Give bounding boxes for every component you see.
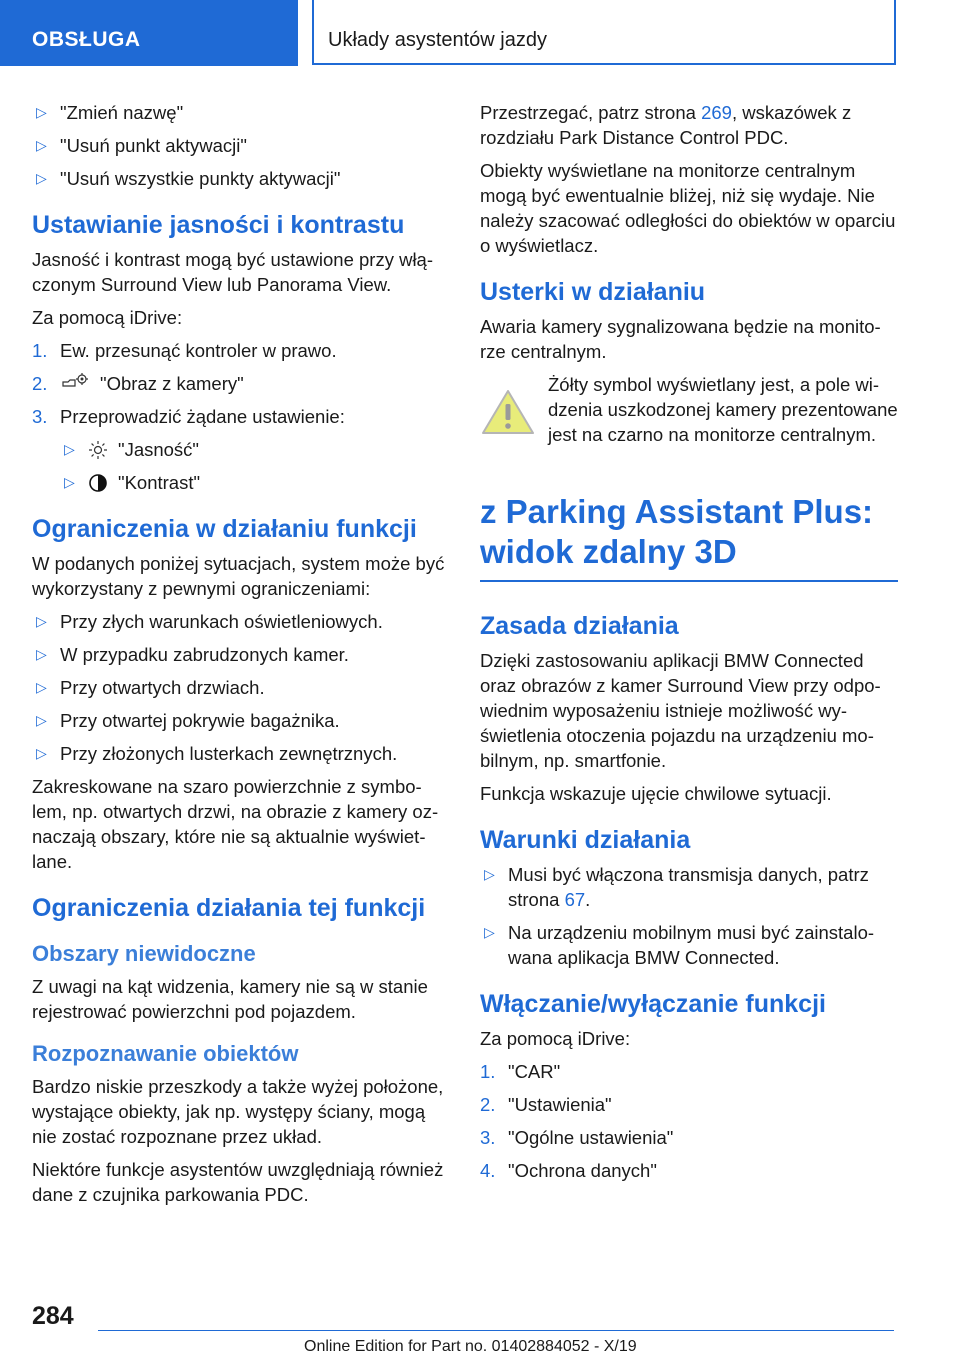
brightness-heading: Ustawianie jasności i kontrastu: [32, 211, 405, 239]
page-link[interactable]: 269: [701, 102, 732, 123]
contrast-icon: [88, 473, 108, 493]
page-header: [0, 0, 960, 66]
page-link[interactable]: 67: [564, 889, 586, 910]
camera-settings-icon: [60, 372, 90, 394]
toggle-intro: Za pomocą iDrive:: [480, 1028, 631, 1049]
pdc-reference: Przestrzegać, patrz strona 269, wskazówek z rozdziału Park Distance Control PDC.: [480, 102, 852, 148]
remote-view-heading: z Parking Assistant Plus: widok zdalny 3D: [480, 492, 898, 582]
list-item: 2. "Obraz z kamery": [32, 373, 244, 394]
object-detection-text: Bardzo niskie przeszkody a także wyżej położone, wystające obiekty, jak np. występy ściany, mogą nie zostać rozpoznane przez układ.: [32, 1076, 444, 1147]
pdc-note: Niektóre funkcje asystentów uwzględniają również dane z czujnika parkowania PDC.: [32, 1159, 444, 1205]
section-tab: OBSŁUGA: [0, 0, 298, 66]
list-item: ▷ W przypadku zabrudzonych kamer.: [36, 644, 349, 665]
function-limits-heading: Ograniczenia działania tej funkcji: [32, 894, 426, 922]
limits-list: [32, 609, 450, 766]
principle-heading: Zasada działania: [480, 612, 679, 640]
conditions-list: [480, 862, 898, 970]
triangle-bullet-icon: ▷: [36, 679, 47, 695]
triangle-bullet-icon: ▷: [36, 745, 47, 761]
principle-text: Dzięki zastosowaniu aplikacji BMW Connected oraz obrazów z kamer Surround View przy odpowiednim wyposażeniu istnieje możliwość wyświetlenia otoczenia pojazdu na urządzeniu mobilnym, np. smartfonie.: [480, 650, 881, 771]
triangle-bullet-icon: ▷: [484, 866, 495, 882]
list-item: 1. "CAR": [480, 1061, 561, 1082]
right-column: [480, 100, 898, 1191]
triangle-bullet-icon: ▷: [36, 170, 47, 186]
faults-text: Awaria kamery sygnalizowana będzie na monitorze centralnym.: [480, 316, 881, 362]
triangle-bullet-icon: ▷: [36, 712, 47, 728]
list-item: ▷ Musi być włączona transmisja danych, patrz strona 67.: [484, 864, 869, 910]
list-item: ▷ Przy otwartych drzwiach.: [36, 677, 265, 698]
footer-divider: [98, 1330, 894, 1331]
conditions-heading: Warunki działania: [480, 826, 691, 854]
page-number: 284: [32, 1302, 74, 1330]
list-item: ▷ "Kontrast": [64, 472, 201, 493]
blind-spots-text: Z uwagi na kąt widzenia, kamery nie są w stanie rejestrować powierzchni pod pojazdem.: [32, 976, 428, 1022]
blind-spots-heading: Obszary niewidoczne: [32, 941, 256, 966]
warning-triangle-icon: [480, 388, 536, 436]
idrive-intro: Za pomocą iDrive:: [32, 307, 183, 328]
principle-note: Funkcja wskazuje ujęcie chwilowe sytuacji.: [480, 783, 832, 804]
list-item: ▷ "Zmień nazwę": [36, 102, 184, 123]
list-item: ▷ Na urządzeniu mobilnym musi być zainstalowana aplikacja BMW Connected.: [484, 922, 875, 968]
list-item: ▷ Przy otwartej pokrywie bagażnika.: [36, 710, 340, 731]
limits-heading: Ograniczenia w działaniu funkcji: [32, 515, 417, 543]
edition-note: Online Edition for Part no. 01402884052 - X/19: [304, 1338, 637, 1355]
adjustment-options-list: [60, 437, 450, 495]
triangle-bullet-icon: ▷: [36, 646, 47, 662]
list-item: ▷ "Usuń punkt aktywacji": [36, 135, 247, 156]
toggle-steps: [480, 1059, 898, 1183]
list-item: 3. "Ogólne ustawienia": [480, 1127, 674, 1148]
list-item: 1. Ew. przesunąć kontroler w prawo.: [32, 340, 337, 361]
hatched-areas-note: Zakreskowane na szaro powierzchnie z symbolem, np. otwartych drzwi, na obrazie z kamery oznaczają obszary, które nie są aktualnie wyświetlane.: [32, 776, 439, 872]
triangle-bullet-icon: ▷: [484, 924, 495, 940]
left-column: [32, 100, 450, 1215]
triangle-bullet-icon: ▷: [64, 441, 75, 457]
warning-text: Żółty symbol wyświetlany jest, a pole widzenia uszkodzonej kamery prezentowane jest na czarno na monitorze centralnym.: [548, 374, 898, 445]
list-item: ▷ Przy złych warunkach oświetleniowych.: [36, 611, 383, 632]
warning-block: [480, 372, 898, 462]
brightness-icon: [88, 440, 108, 460]
chapter-tab: Układy asystentów jazdy: [312, 0, 896, 65]
list-item: ▷ Przy złożonych lusterkach zewnętrznych.: [36, 743, 398, 764]
brightness-steps: [32, 338, 450, 429]
triangle-bullet-icon: ▷: [36, 104, 47, 120]
list-item: ▷ "Usuń wszystkie punkty aktywacji": [36, 168, 341, 189]
distance-warning: Obiekty wyświetlane na monitorze centralnym mogą być ewentualnie bliżej, niż się wydaje. Nie należy szacować odległości do obiektów w oparciu o wyświetlacz.: [480, 160, 896, 256]
list-item: 4. "Ochrona danych": [480, 1160, 657, 1181]
list-item: 2. "Ustawienia": [480, 1094, 612, 1115]
brightness-intro: Jasność i kontrast mogą być ustawione przy włączonym Surround View lub Panorama View.: [32, 249, 434, 295]
faults-heading: Usterki w działaniu: [480, 278, 706, 306]
triangle-bullet-icon: ▷: [36, 137, 47, 153]
list-item: ▷ "Jasność": [64, 439, 200, 460]
rename-options-list: [32, 100, 450, 191]
list-item: 3. Przeprowadzić żądane ustawienie:: [32, 406, 345, 427]
toggle-heading: Włączanie/wyłączanie funkcji: [480, 990, 826, 1018]
object-detection-heading: Rozpoznawanie obiektów: [32, 1041, 299, 1066]
limits-intro: W podanych poniżej sytuacjach, system może być wykorzystany z pewnymi ograniczeniami:: [32, 553, 445, 599]
triangle-bullet-icon: ▷: [64, 474, 75, 490]
triangle-bullet-icon: ▷: [36, 613, 47, 629]
